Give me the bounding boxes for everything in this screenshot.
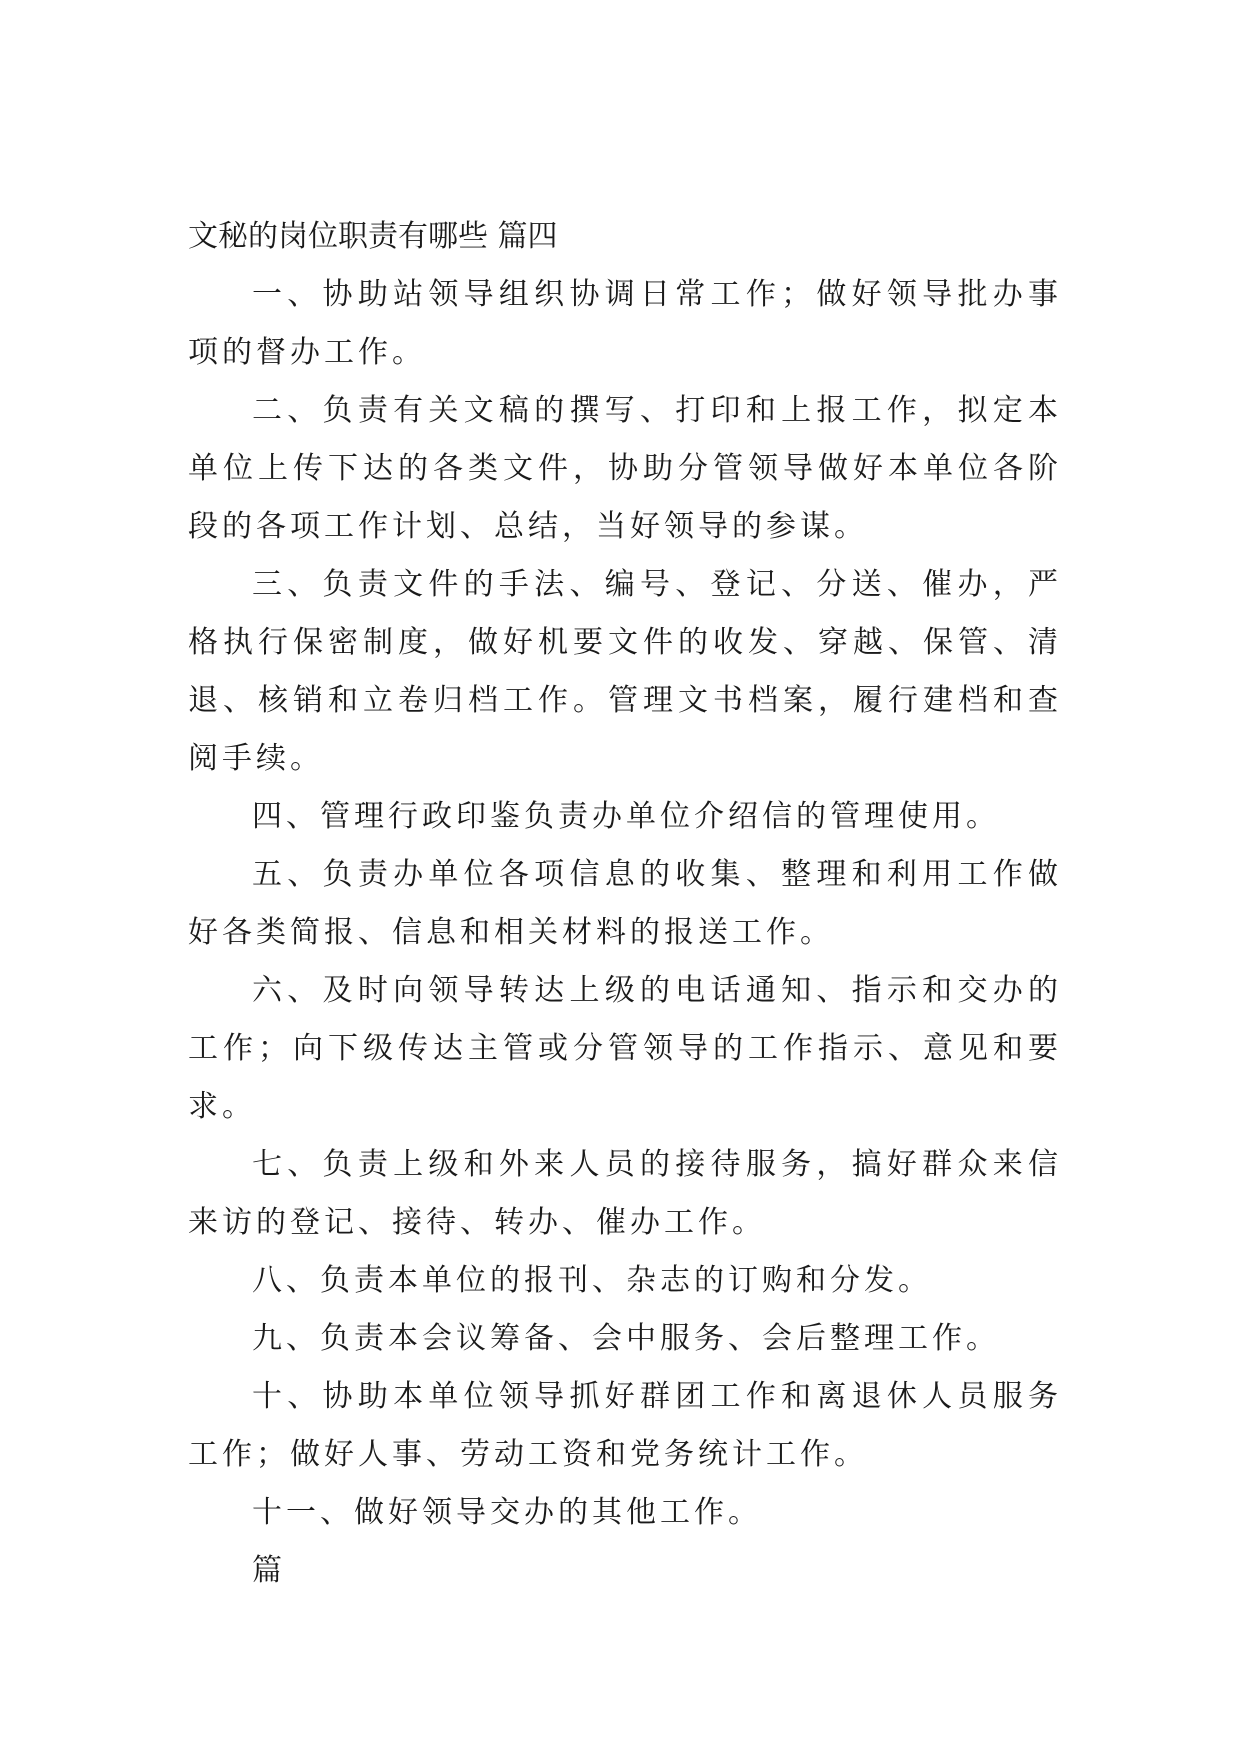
duty-item-9: 九、负责本会议筹备、会中服务、会后整理工作。: [252, 1321, 1000, 1356]
document-body: [188, 208, 1062, 1600]
duty-item-11: 十一、做好领导交办的其他工作。: [252, 1495, 762, 1530]
duty-item-4: 四、管理行政印鉴负责办单位介绍信的管理使用。: [252, 799, 1000, 834]
duty-item-6: 六、及时向领导转达上级的电话通知、指示和交办的工作；向下级传达主管或分管领导的工作指示、意见和要求。: [188, 973, 1062, 1124]
duty-item-5: 五、负责办单位各项信息的收集、整理和利用工作做好各类简报、信息和相关材料的报送工作。: [188, 857, 1062, 950]
duty-item-7: 七、负责上级和外来人员的接待服务，搞好群众来信来访的登记、接待、转办、催办工作。: [188, 1147, 1062, 1240]
document-title: 文秘的岗位职责有哪些 篇四: [188, 219, 558, 254]
duty-item-3: 三、负责文件的手法、编号、登记、分送、催办，严格执行保密制度，做好机要文件的收发、穿越、保管、清退、核销和立卷归档工作。管理文书档案，履行建档和查阅手续。: [188, 567, 1062, 776]
duty-item-1: 一、协助站领导组织协调日常工作；做好领导批办事项的督办工作。: [188, 277, 1062, 370]
duty-item-8: 八、负责本单位的报刊、杂志的订购和分发。: [252, 1263, 932, 1298]
duty-item-10: 十、协助本单位领导抓好群团工作和离退休人员服务工作；做好人事、劳动工资和党务统计工作。: [188, 1379, 1062, 1472]
next-section-fragment: 篇: [252, 1553, 286, 1588]
duty-item-2: 二、负责有关文稿的撰写、打印和上报工作，拟定本单位上传下达的各类文件，协助分管领导做好本单位各阶段的各项工作计划、总结，当好领导的参谋。: [188, 393, 1062, 544]
